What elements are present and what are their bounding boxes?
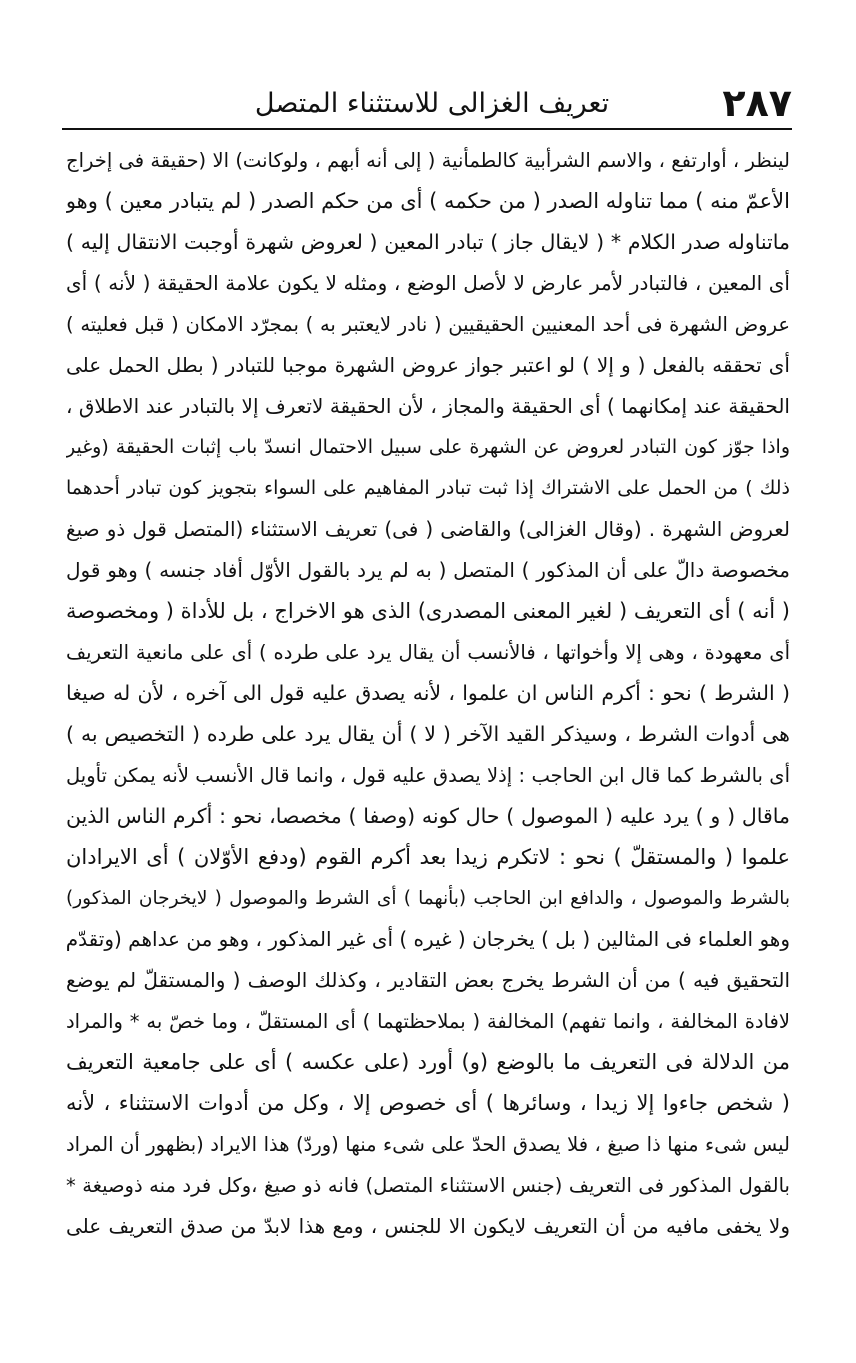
text-line: هى أدوات الشرط ، وسيذكر القيد الآخر ( لا ) أن يقال يرد على طرده ( التخصيص به ) [66,722,790,746]
page-number: ٢٨٧ [722,81,792,125]
body-text [66,140,790,1247]
text-line: الحقيقة عند إمكانهما ) أى الحقيقة والمجاز ، لأن الحقيقة لاتعرف إلا بالتبادر عند الاطلاق ، [66,394,790,418]
text-line: التحقيق فيه ) من أن الشرط يخرج بعض التقادير ، وكذلك الوصف ( والمستقلّ لم يوضع [66,968,790,992]
text-line: بالشرط والموصول ، والدافع ابن الحاجب (بأنهما ) أى الشرط والموصول ( لايخرجان المذكور) [66,888,790,909]
text-line: ذلك ) من الحمل على الاشتراك إذا ثبت تبادر المفاهيم على السواء بتجويز كون تبادر أحدهما [66,477,790,499]
text-line: لعروض الشهرة . (وقال الغزالى) والقاضى ( فى) تعريف الاستثناء (المتصل قول ذو صيغ [66,517,790,541]
text-line: علموا ( والمستقلّ ) نحو : لاتكرم زيدا بعد أكرم القوم (ودفع الأوّلان ) أى الايرادان [66,845,790,869]
text-line: ( شخص جاءوا إلا زيدا ، وسائرها ) أى خصوص إلا ، وكل من أدوات الاستثناء ، لأنه [66,1091,790,1115]
page-header [62,80,792,126]
text-line: واذا جوّز كون التبادر لعروض عن الشهرة على سبيل الاحتمال انسدّ باب إثبات الحقيقة (وغير [66,436,790,458]
text-line: أى تحققه بالفعل ( و إلا ) لو اعتبر جواز عروض الشهرة موجبا للتبادر ( بطل الحمل على [66,353,790,377]
text-line: عروض الشهرة فى أحد المعنيين الحقيقيين ( نادر لايعتبر به ) بمجرّد الامكان ( قبل فعليته ) [66,313,790,336]
text-line: لافادة المخالفة ، وانما تفهم) المخالفة ( بملاحظتهما ) أى المستقلّ ، وما خصّ به * والمراد [66,1010,790,1033]
text-line: ولا يخفى مافيه من أن التعريف لايكون الا للجنس ، ومع هذا لابدّ من صدق التعريف على [66,1214,790,1238]
text-line: ( الشرط ) نحو : أكرم الناس ان علموا ، لأنه يصدق عليه قول الى آخره ، لأن له صيغا [66,681,790,705]
text-line: ماقال ( و ) يرد عليه ( الموصول ) حال كونه (وصفا ) مخصصا، نحو : أكرم الناس الذين [66,804,790,828]
text-line: أى المعين ، فالتبادر لأمر عارض لا لأصل الوضع ، ومثله لا يكون علامة الحقيقة ( لأنه ) أى [66,271,790,295]
text-line: لينظر ، أوارتفع ، والاسم الشرأبية كالطمأنية ( إلى أنه أبهم ، ولوكانت) الا (حقيقة فى إخراج [66,149,790,172]
running-title: تعريف الغزالى للاستثناء المتصل [254,88,610,119]
text-line: ( أنه ) أى التعريف ( لغير المعنى المصدرى) الذى هو الاخراج ، بل للأداة ( ومخصوصة [66,599,790,623]
text-line: ليس شىء منها ذا صيغ ، فلا يصدق الحدّ على شىء منها (وردّ) هذا الايراد (بظهور أن المراد [66,1133,790,1156]
text-line: أى بالشرط كما قال ابن الحاجب : إذلا يصدق عليه قول ، وانما قال الأنسب لأنه يمكن تأويل [66,764,790,787]
text-line: أى معهودة ، وهى إلا وأخواتها ، فالأنسب أن يقال يرد على طرده ) أى على مانعية التعريف [66,641,790,664]
text-line: من الدلالة فى التعريف ما بالوضع (و) أورد (على عكسه ) أى على جامعية التعريف [66,1050,790,1074]
text-line: مخصوصة دالّ على أن المذكور ) المتصل ( به لم يرد بالقول الأوّل أفاد جنسه ) وهو قول [66,558,790,582]
text-line: ماتناوله صدر الكلام * ( لايقال جاز ) تبادر المعين ( لعروض شهرة أوجبت الانتقال إليه ) [66,230,790,254]
text-line: الأعمّ منه ) مما تناوله الصدر ( من حكمه ) أى من حكم الصدر ( لم يتبادر معين ) وهو [66,189,790,213]
text-line: وهو العلماء فى المثالين ( بل ) يخرجان ( غيره ) أى غير المذكور ، وهو من عداهم (وتقدّم [66,927,790,951]
header-rule [62,128,792,130]
text-line: بالقول المذكور فى التعريف (جنس الاستثناء المتصل) فانه ذو صيغ ،وكل فرد منه ذوصيغة * [66,1174,790,1197]
